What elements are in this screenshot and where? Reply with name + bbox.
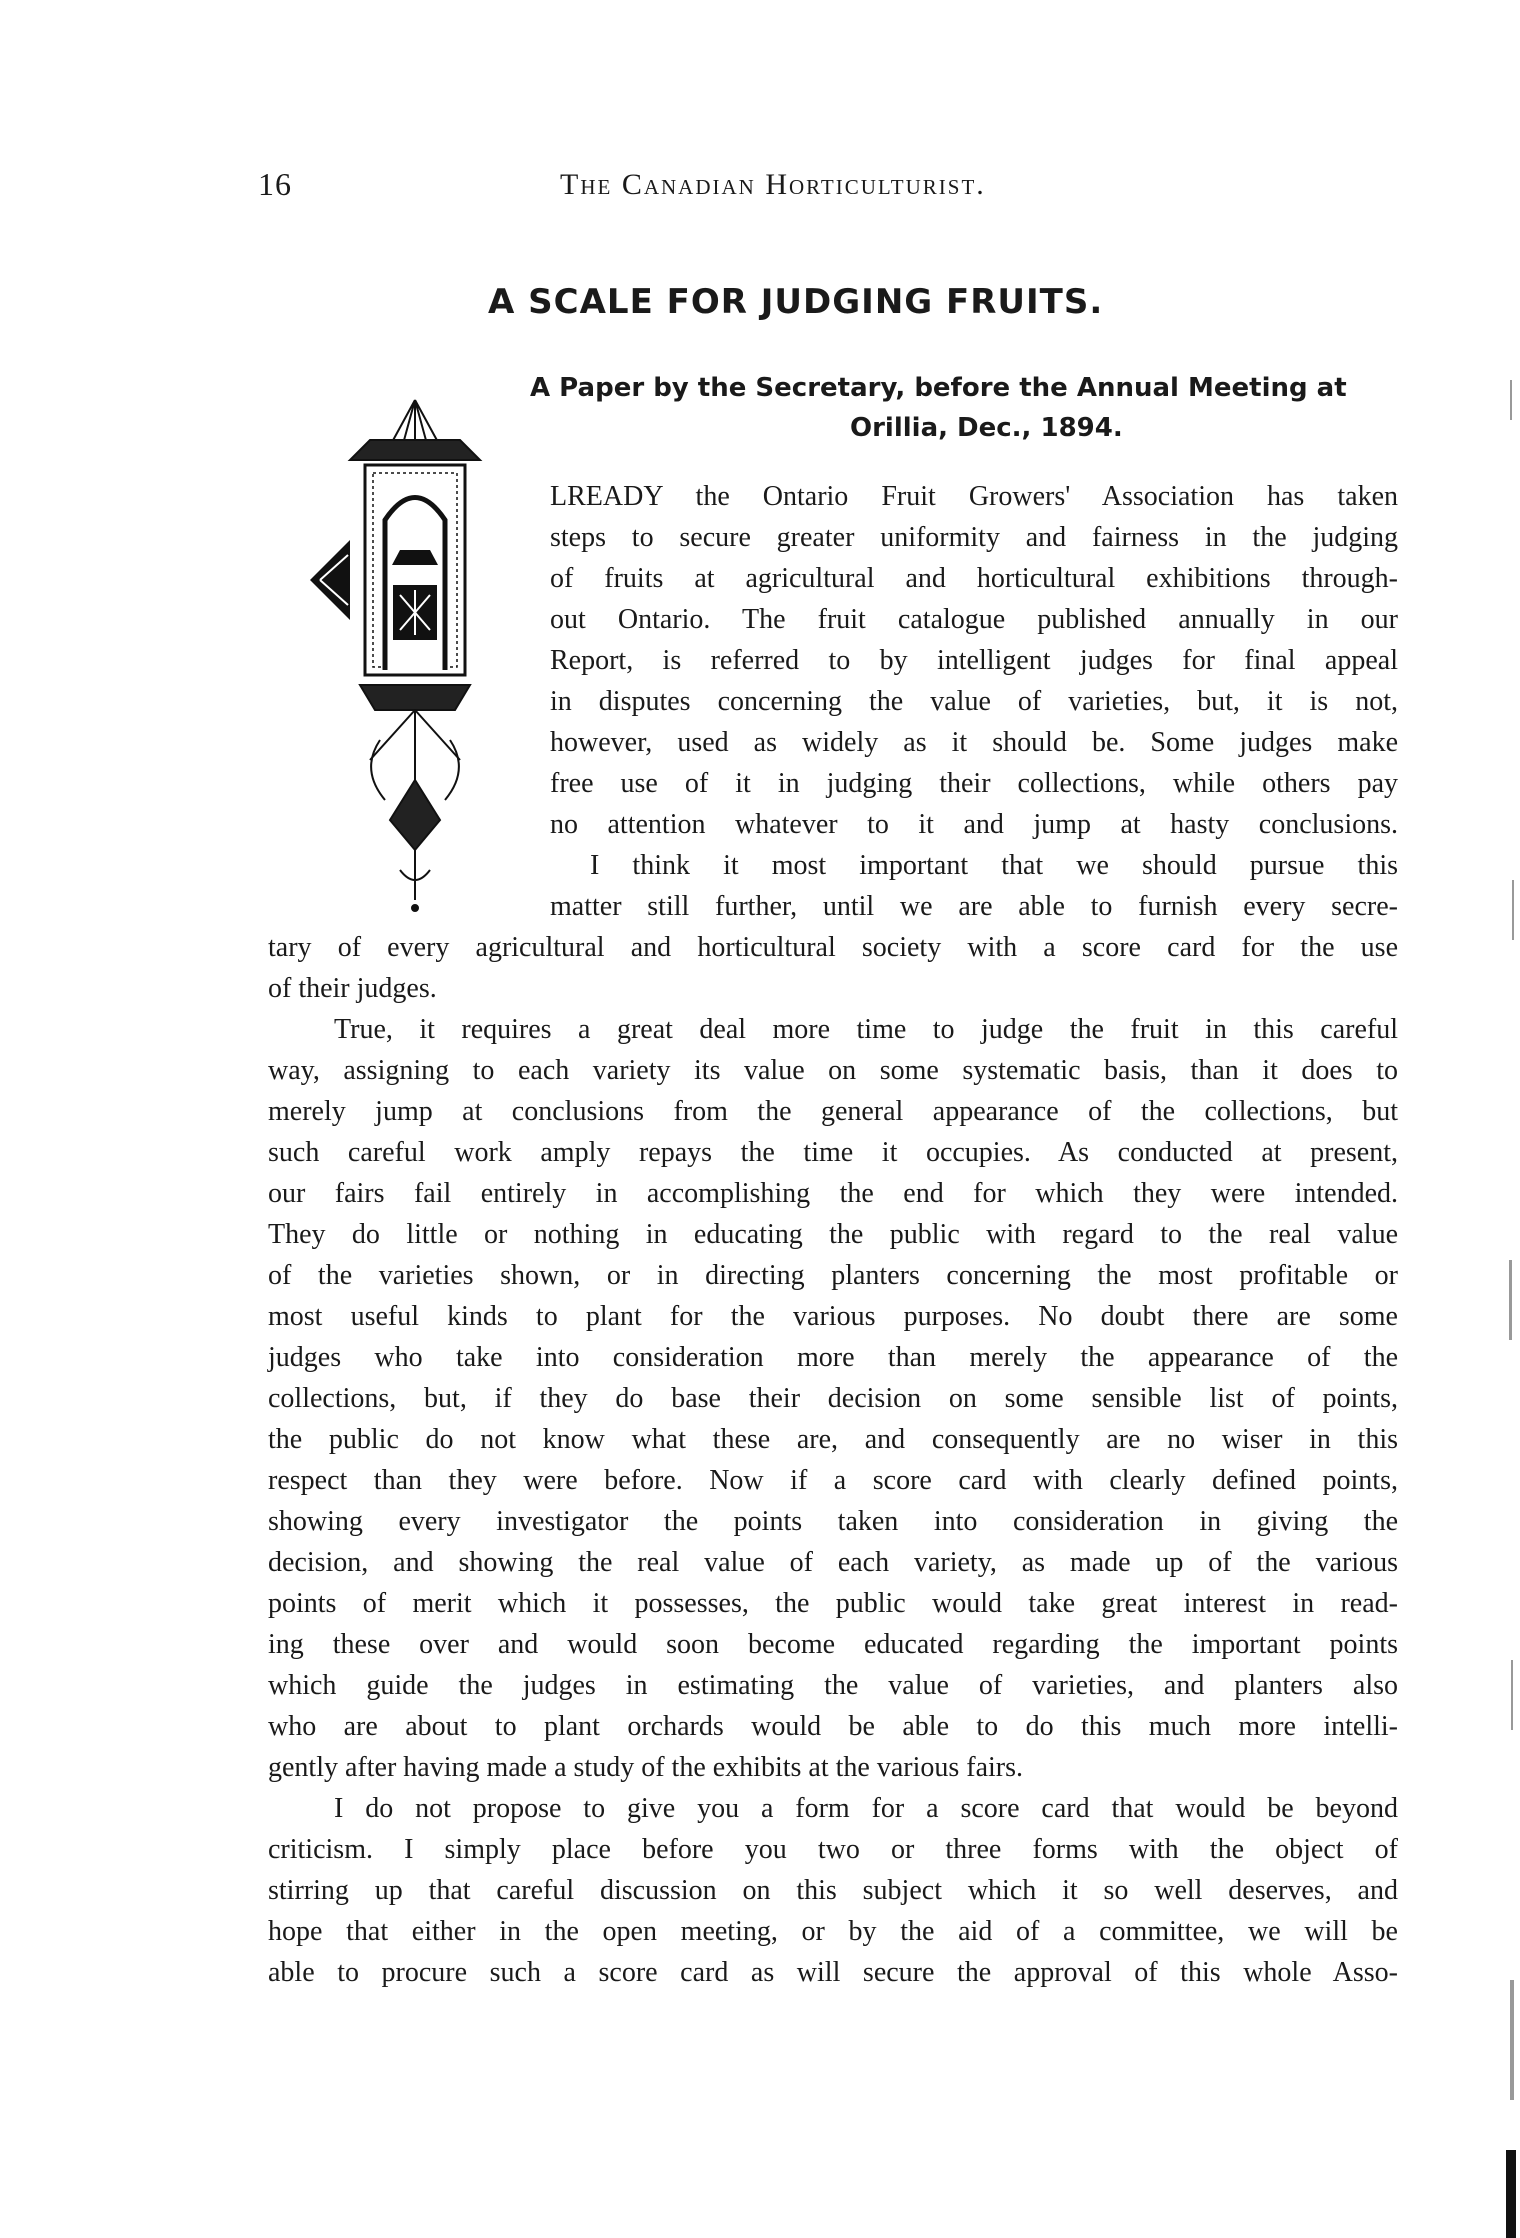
text-line: our fairs fail entirely in accomplishing the end for which they were intended. (268, 1178, 1398, 1209)
text-line: judges who take into consideration more than merely the appearance of the (268, 1342, 1398, 1373)
subtitle-line-2: Orillia, Dec., 1894. (850, 413, 1123, 443)
running-title: The Canadian Horticulturist. (560, 168, 986, 201)
text-line: Report, is referred to by intelligent judges for final appeal (550, 645, 1398, 676)
text-line: showing every investigator the points taken into consideration in giving the (268, 1506, 1398, 1537)
subtitle-line-1: A Paper by the Secretary, before the Annual Meeting at (530, 373, 1347, 403)
text-line: stirring up that careful discussion on this subject which it so well deserves, and (268, 1875, 1398, 1906)
paragraph-4 (268, 1788, 1398, 1993)
text-line: merely jump at conclusions from the general appearance of the collections, but (268, 1096, 1398, 1127)
text-line: most useful kinds to plant for the various purposes. No doubt there are some (268, 1301, 1398, 1332)
text-line: They do little or nothing in educating the public with regard to the real value (268, 1219, 1398, 1250)
text-line: which guide the judges in estimating the value of varieties, and planters also (268, 1670, 1398, 1701)
paragraph-3 (268, 1009, 1398, 1788)
text-line: hope that either in the open meeting, or by the aid of a committee, we will be (268, 1916, 1398, 1947)
text-line: collections, but, if they do base their decision on some sensible list of points, (268, 1383, 1398, 1414)
margin-scan-marks (1500, 0, 1520, 2238)
text-line: the public do not know what these are, and consequently are no wiser in this (268, 1424, 1398, 1455)
text-line: however, used as widely as it should be. Some judges make (550, 727, 1398, 758)
paragraph-1 (268, 476, 1398, 927)
text-line: such careful work amply repays the time it occupies. As conducted at present, (268, 1137, 1398, 1168)
text-line: LREADY the Ontario Fruit Growers' Association has taken (550, 481, 1398, 512)
text-line: of fruits at agricultural and horticultural exhibitions through- (550, 563, 1398, 594)
text-line: tary of every agricultural and horticultural society with a score card for the use (268, 932, 1398, 963)
text-line: no attention whatever to it and jump at hasty conclusions. (550, 809, 1398, 840)
text-line: respect than they were before. Now if a score card with clearly defined points, (268, 1465, 1398, 1496)
page-number: 16 (258, 166, 292, 202)
paragraph-2-continued (268, 927, 1398, 1009)
text-line: decision, and showing the real value of each variety, as made up of the various (268, 1547, 1398, 1578)
article-subtitle (530, 368, 1410, 448)
top-fan-icon (350, 400, 480, 460)
text-line: in disputes concerning the value of varieties, but, it is not, (550, 686, 1398, 717)
text-line: gently after having made a study of the exhibits at the various fairs. (268, 1752, 1024, 1783)
article-title: A SCALE FOR JUDGING FRUITS. (488, 282, 1104, 322)
text-line: points of merit which it possesses, the public would take great interest in read- (268, 1588, 1398, 1619)
text-line: way, assigning to each variety its value on some systematic basis, than it does to (268, 1055, 1398, 1086)
text-line: I think it most important that we should pursue this (590, 850, 1398, 881)
text-line: free use of it in judging their collections, while others pay (550, 768, 1398, 799)
drop-cap-letter: A (414, 530, 416, 531)
text-line: True, it requires a great deal more time to judge the fruit in this careful (334, 1014, 1398, 1045)
text-line: of the varieties shown, or in directing planters concerning the most profitable or (268, 1260, 1398, 1291)
text-line: steps to secure greater uniformity and fairness in the judging (550, 522, 1398, 553)
text-line: able to procure such a score card as will secure the approval of this whole Asso- (268, 1957, 1398, 1988)
text-line: of their judges. (268, 973, 437, 1004)
text-line: I do not propose to give you a form for a score card that would be beyond (334, 1793, 1398, 1824)
text-line: matter still further, until we are able to furnish every secre- (550, 891, 1398, 922)
text-line: out Ontario. The fruit catalogue published annually in our (550, 604, 1398, 635)
text-line: who are about to plant orchards would be able to do this much more intelli- (268, 1711, 1398, 1742)
article-body (268, 476, 1398, 1993)
text-line: ing these over and would soon become educated regarding the important points (268, 1629, 1398, 1660)
text-line: criticism. I simply place before you two or three forms with the object of (268, 1834, 1398, 1865)
